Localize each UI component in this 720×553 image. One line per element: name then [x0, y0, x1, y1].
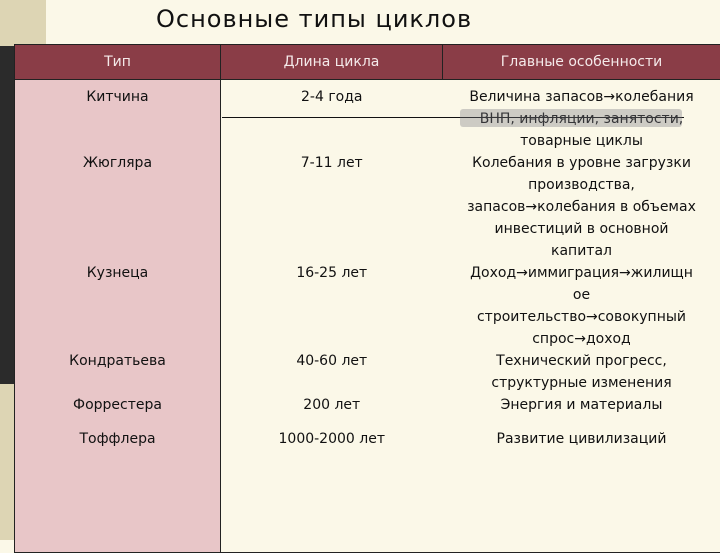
- cell-features: [443, 152, 720, 262]
- feature-line: ВНП, инфляции, занятости,: [445, 108, 719, 130]
- cell-features: [443, 350, 720, 394]
- feature-line: ое: [445, 284, 719, 306]
- feature-line: Энергия и материалы: [445, 394, 719, 416]
- feature-line: капитал: [445, 240, 719, 262]
- table-row: [15, 394, 720, 428]
- table-row: [15, 350, 720, 394]
- table-row: [15, 428, 720, 552]
- feature-line: Доход→иммиграция→жилищн: [445, 262, 719, 284]
- table-header-row: [15, 45, 720, 80]
- cell-features: [443, 394, 720, 428]
- feature-line: товарные циклы: [445, 130, 719, 152]
- table-row: [15, 262, 720, 350]
- cell-features: [443, 428, 720, 552]
- cell-type: Кондратьева: [15, 350, 221, 394]
- feature-line: Колебания в уровне загрузки: [445, 152, 719, 174]
- header-type: Тип: [15, 45, 221, 80]
- feature-line: инвестиций в основной: [445, 218, 719, 240]
- feature-line: спрос→доход: [445, 328, 719, 350]
- feature-line: структурные изменения: [445, 372, 719, 394]
- cell-type: Тоффлера: [15, 428, 221, 552]
- feature-line: Технический прогресс,: [445, 350, 719, 372]
- table-row: [15, 152, 720, 262]
- cell-features: [443, 262, 720, 350]
- header-length: Длина цикла: [221, 45, 443, 80]
- cell-length: 7-11 лет: [221, 152, 443, 262]
- cell-type: Форрестера: [15, 394, 221, 428]
- slide-title: Основные типы циклов: [156, 5, 472, 33]
- cell-length: 200 лет: [221, 394, 443, 428]
- cell-length: 40-60 лет: [221, 350, 443, 394]
- cell-length: 16-25 лет: [221, 262, 443, 350]
- left-accent-bar: [0, 46, 14, 384]
- feature-line: Развитие цивилизаций: [445, 428, 719, 450]
- feature-line: строительство→совокупный: [445, 306, 719, 328]
- header-features: Главные особенности: [443, 45, 720, 80]
- strikethrough-overlay: [460, 109, 682, 127]
- feature-line: запасов→колебания в объемах: [445, 196, 719, 218]
- feature-line: производства,: [445, 174, 719, 196]
- cell-length: 2-4 года: [221, 80, 443, 153]
- cell-type: Кузнеца: [15, 262, 221, 350]
- cell-length: 1000-2000 лет: [221, 428, 443, 552]
- feature-line: Величина запасов→колебания: [445, 86, 719, 108]
- cell-type: Китчина: [15, 80, 221, 153]
- cell-type: Жюгляра: [15, 152, 221, 262]
